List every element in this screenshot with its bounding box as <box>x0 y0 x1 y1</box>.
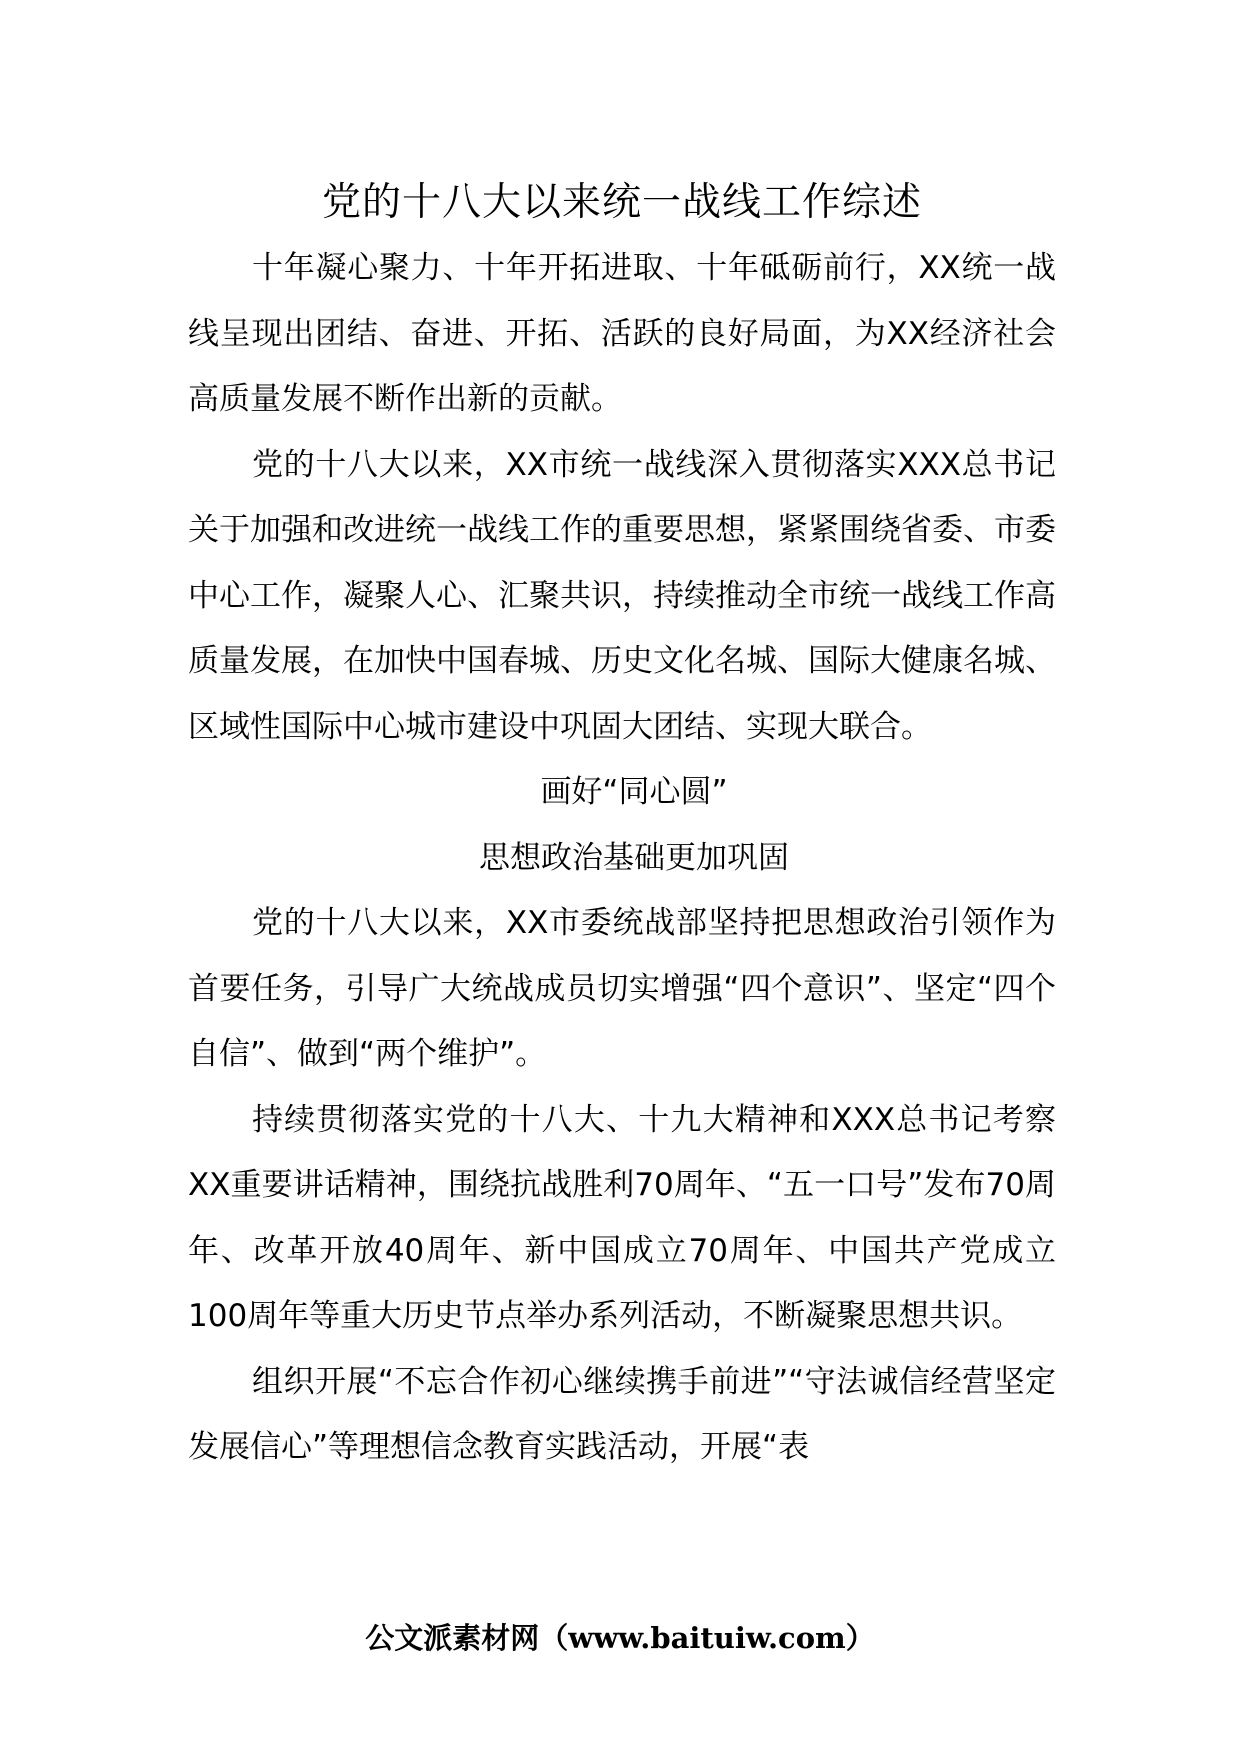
section-subheading: 画好“同心圆” <box>540 774 728 810</box>
document-title: 党的十八大以来统一战线工作综述 <box>321 180 922 225</box>
paragraph-overview: 党的十八大以来，XX市统一战线深入贯彻落实XXX总书记关于加强和改进统一战线工作的重要思想，紧紧围绕省委、市委中心工作，凝聚人心、汇聚共识，持续推动全市统一战线工作高质量发展，在加快中国春城、历史文化名城、国际大健康名城、区域性国际中心城市建设中巩固大团结、实现大联合。 <box>188 446 1056 745</box>
paragraph-milestone-activities: 持续贯彻落实党的十八大、十九大精神和XXX总书记考察XX重要讲话精神，围绕抗战胜利70周年、“五一口号”发布70周年、改革开放40周年、新中国成立70周年、中国共产党成立100周年等重大历史节点举办系列活动，不断凝聚思想共识。 <box>188 1101 1056 1334</box>
paragraph-intro: 十年凝心聚力、十年开拓进取、十年砥砺前行，XX统一战线呈现出团结、奋进、开拓、活跃的良好局面，为XX经济社会高质量发展不断作出新的贡献。 <box>188 250 1056 417</box>
document-body <box>188 170 1056 1481</box>
paragraph-education-practice: 组织开展“不忘合作初心继续携手前进”“守法诚信经营坚定发展信心”等理想信念教育实践活动，开展“表 <box>188 1363 1056 1465</box>
paragraph-political-guidance: 党的十八大以来，XX市委统战部坚持把思想政治引领作为首要任务，引导广大统战成员切实增强“四个意识”、坚定“四个自信”、做到“两个维护”。 <box>188 905 1056 1072</box>
section-subheading-secondary: 思想政治基础更加巩固 <box>479 839 789 876</box>
watermark-footer: 公文派素材网（www.baituiw.com） <box>365 1621 875 1655</box>
